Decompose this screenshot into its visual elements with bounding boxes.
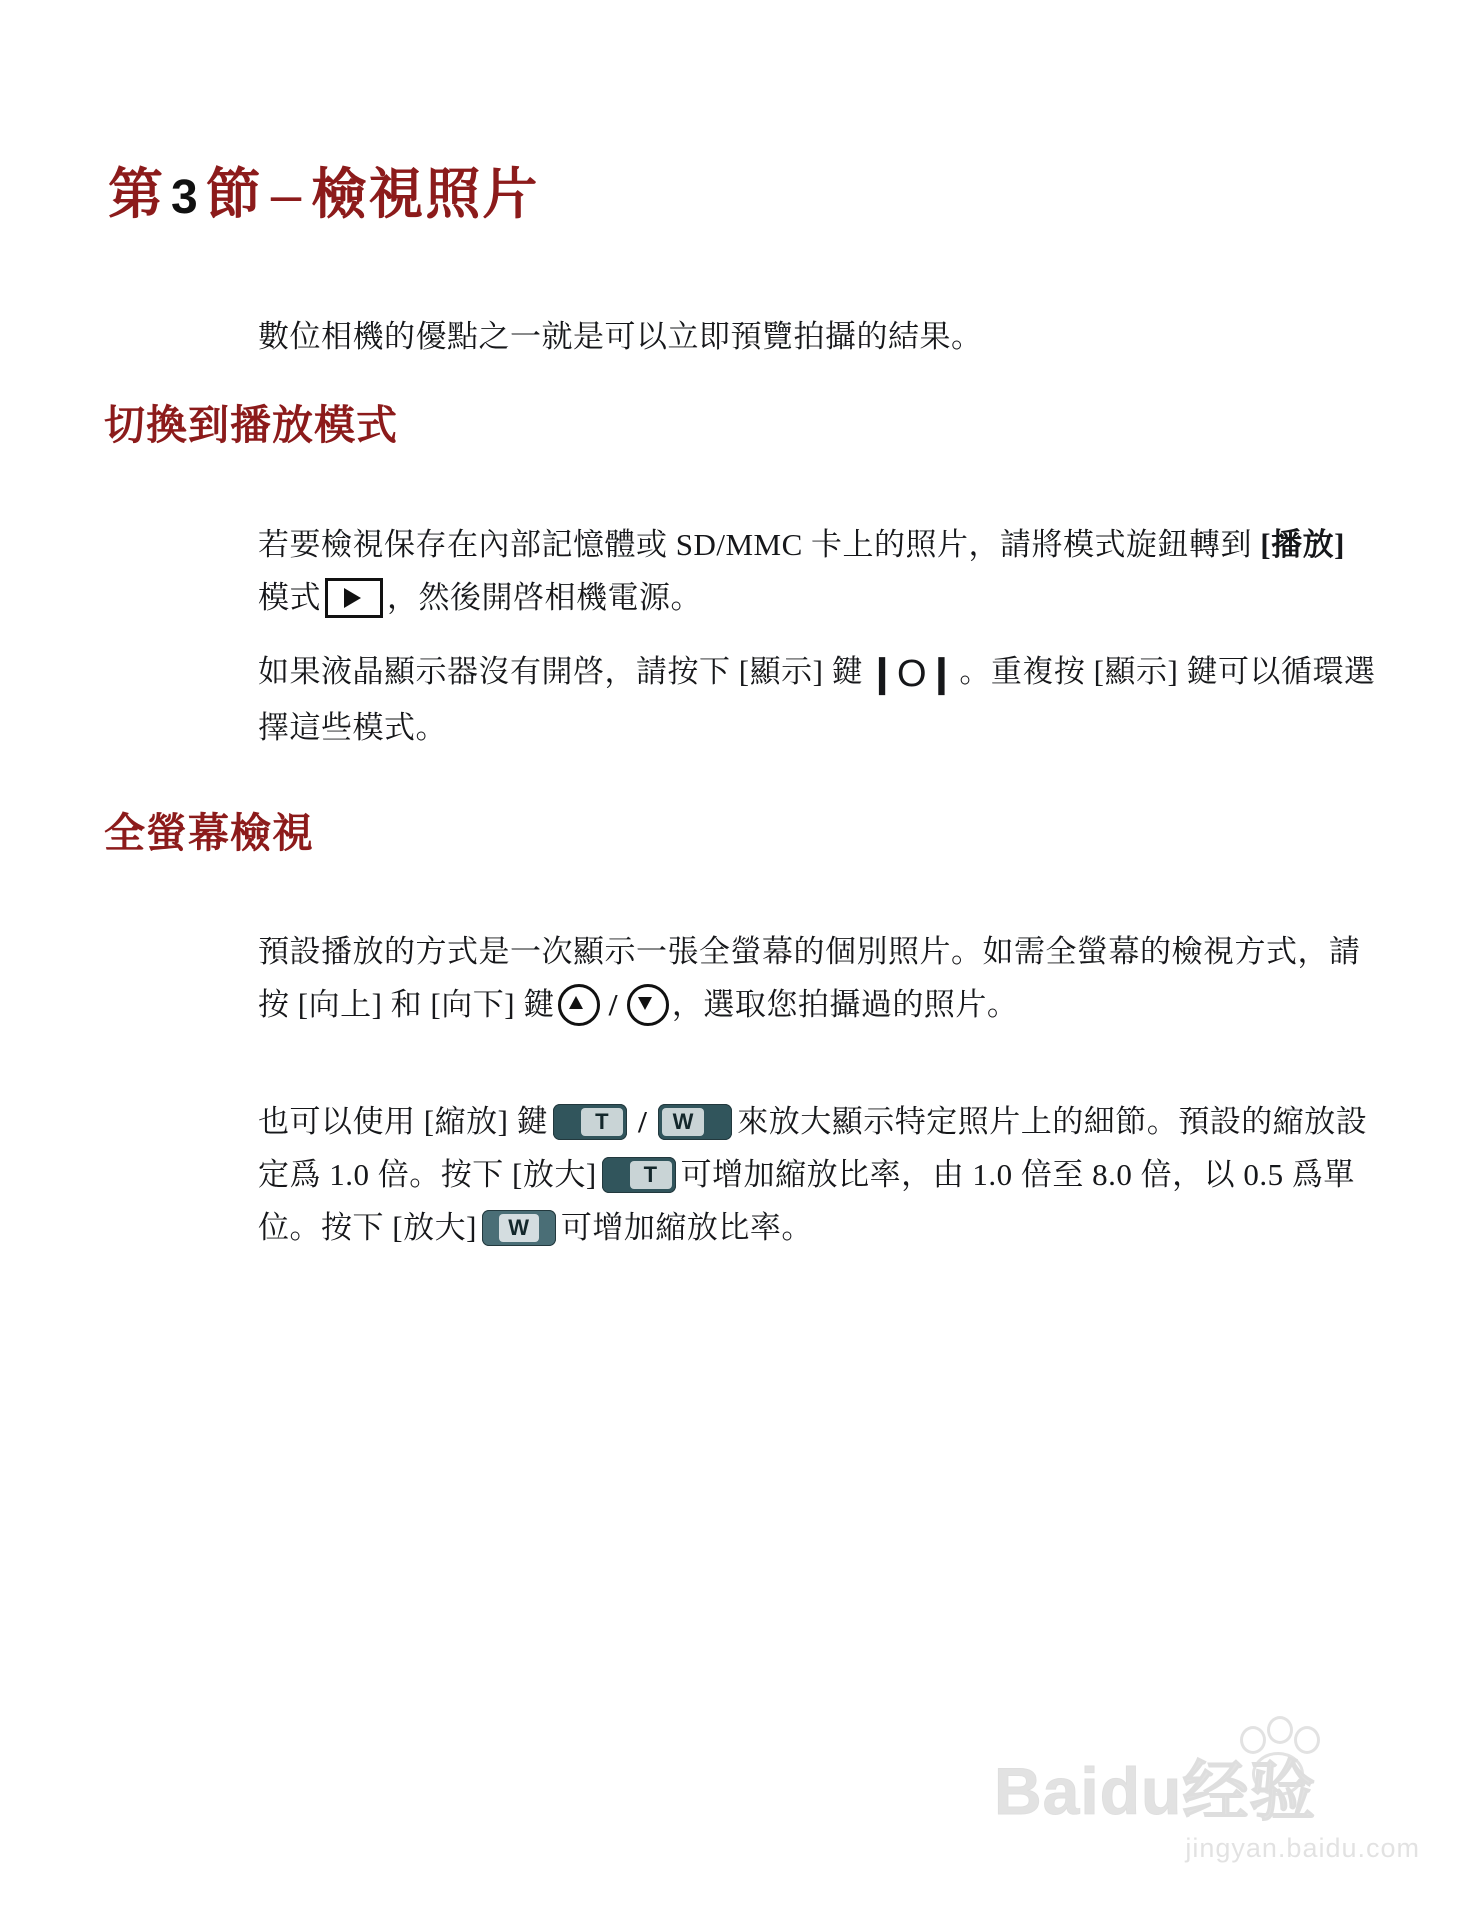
paragraph-text: 若要檢視保存在內部記憶體或 SD/MMC 卡上的照片，請將模式旋鈕轉到	[258, 527, 1253, 562]
paragraph-text: ，然後開啓相機電源。	[387, 580, 702, 615]
playback-label: [播放]	[1260, 527, 1345, 562]
paragraph-text: 預設播放的方式是一次顯示一張全螢幕的個別照片。如需全螢幕的檢視方式，請按 [向上] 和 [向下] 鍵	[258, 934, 1361, 1022]
zoom-wide-key-label: W	[662, 1108, 704, 1136]
zoom-wide-key-label-2: W	[499, 1214, 539, 1242]
paragraph-text: 模式	[258, 580, 321, 615]
paragraph-text: 可增加縮放比率，由 1.0 倍至 8.0 倍，以 0.5 爲單位。按下 [放大]	[258, 1157, 1355, 1245]
key-separator: /	[638, 1104, 648, 1139]
watermark	[994, 1716, 1424, 1866]
chapter-subject: 檢視照片	[311, 163, 540, 225]
play-mode-icon	[325, 578, 383, 618]
chapter-title-suffix: 節	[205, 163, 263, 225]
zoom-tele-key-icon-2	[602, 1157, 676, 1193]
paragraph-fullscreen-navigation	[258, 925, 1383, 1031]
zoom-tele-key-icon	[553, 1104, 627, 1140]
arrow-down-key-icon	[627, 984, 669, 1026]
section-heading-playback-mode: 切換到播放模式	[104, 402, 398, 448]
chapter-title-prefix: 第	[108, 163, 166, 225]
chapter-title	[108, 150, 539, 229]
paragraph-text: 可增加縮放比率。	[560, 1210, 813, 1245]
key-separator: /	[608, 987, 618, 1022]
display-key-icon: ❙O❙	[866, 653, 957, 696]
paragraph-display-key	[258, 645, 1403, 754]
paragraph-text: 來放大顯示特定照片上的細節。預設的縮放設定爲 1.0 倍。按下 [放大]	[258, 1104, 1368, 1192]
paragraph-switch-to-playback	[258, 518, 1368, 624]
paragraph-zoom-keys	[258, 1095, 1388, 1254]
paragraph-text: 如果液晶顯示器沒有開啓，請按下 [顯示] 鍵	[258, 654, 864, 689]
paragraph-text: 也可以使用 [縮放] 鍵	[258, 1104, 549, 1139]
chapter-title-dash: –	[270, 163, 304, 225]
zoom-tele-key-label: T	[581, 1108, 623, 1136]
zoom-tele-key-label-2: T	[630, 1161, 672, 1189]
arrow-up-key-icon	[558, 984, 600, 1026]
section-heading-fullscreen-view: 全螢幕檢視	[104, 810, 314, 856]
intro-paragraph: 數位相機的優點之一就是可以立即預覽拍攝的結果。	[258, 319, 983, 354]
paw-print-icon	[1234, 1716, 1330, 1800]
chapter-number: 3	[171, 171, 200, 224]
paragraph-text: ，選取您拍攝過的照片。	[671, 987, 1019, 1022]
zoom-wide-key-icon	[658, 1104, 732, 1140]
zoom-wide-key-icon-2	[482, 1210, 556, 1246]
watermark-brand: Baidu经验	[994, 1754, 1317, 1828]
paragraph-text: 。重複按 [顯示] 鍵可以循環選擇這些模式。	[258, 654, 1376, 746]
watermark-url: jingyan.baidu.com	[1185, 1833, 1420, 1863]
